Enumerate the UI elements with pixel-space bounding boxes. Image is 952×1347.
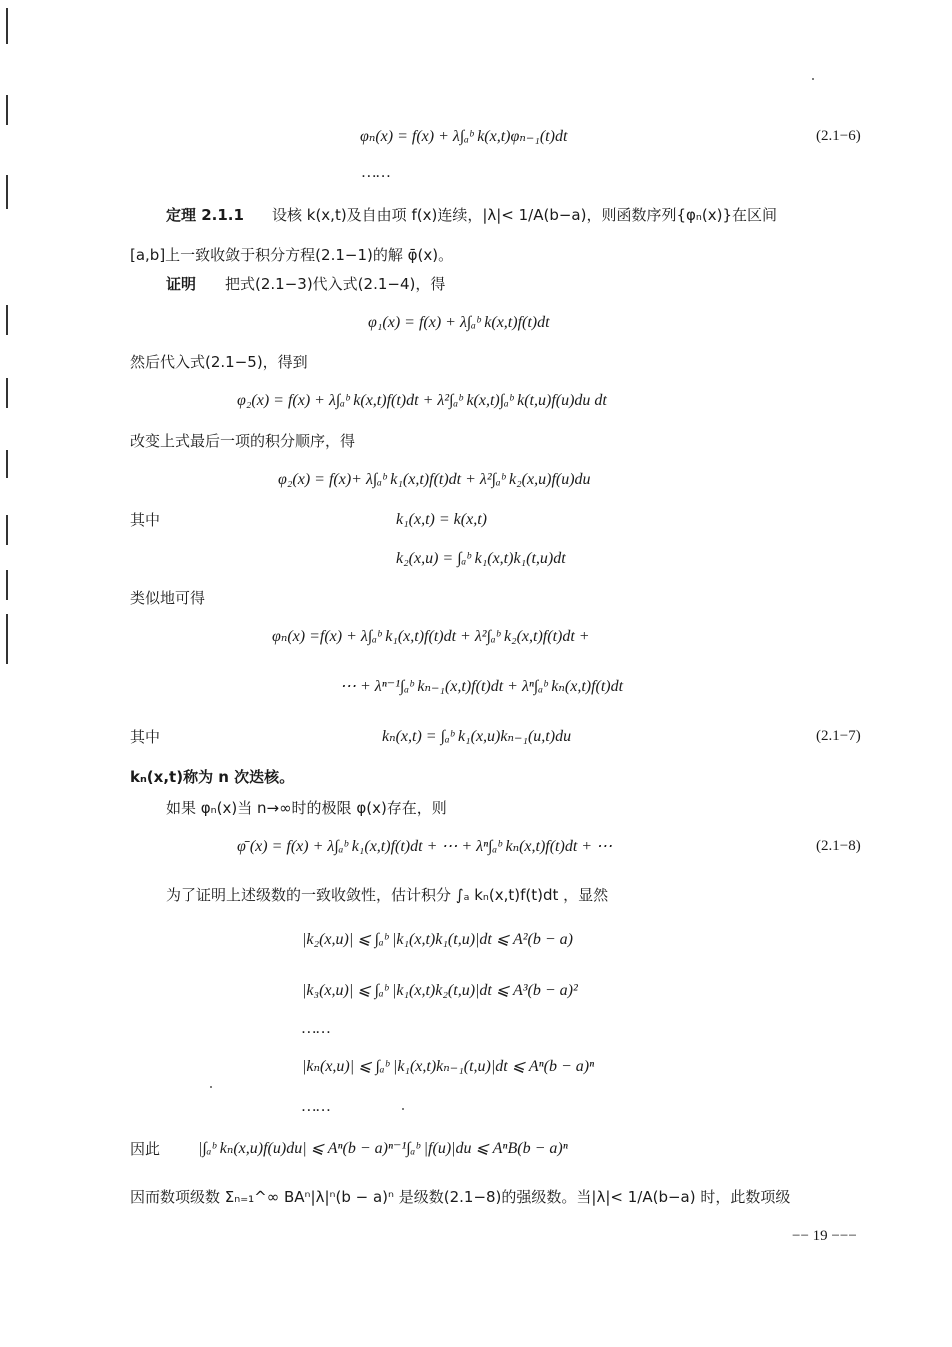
equation-phi-n: φₙ(x) = f(x) + λ∫ₐᵇ k(x,t)φₙ₋₁(t)dt xyxy=(360,128,568,145)
paragraph-text: 类似地可得 xyxy=(130,589,206,607)
margin-mark xyxy=(6,378,8,408)
equation-phi-n-expanded-cont: ⋯ + λⁿ⁻¹∫ₐᵇ kₙ₋₁(x,t)f(t)dt + λⁿ∫ₐᵇ kₙ(x,t)f(t)dt xyxy=(340,678,624,695)
scan-speck xyxy=(210,1086,212,1088)
theorem-text: 设核 k(x,t)及自由项 f(x)连续，|λ|< 1/A(b−a)，则函数序列{φₙ(x)}在区间 xyxy=(272,206,778,224)
margin-mark xyxy=(6,515,8,545)
equation-phi-2: φ₂(x) = f(x) + λ∫ₐᵇ k(x,t)f(t)dt + λ²∫ₐᵇ k(x,t)∫ₐᵇ k(t,u)f(u)du dt xyxy=(237,392,607,409)
margin-mark xyxy=(6,570,8,600)
equation-phi-bar: φ̄ (x) = f(x) + λ∫ₐᵇ k₁(x,t)f(t)dt + ⋯ + λⁿ∫ₐᵇ kₙ(x,t)f(t)dt + ⋯ xyxy=(237,838,613,855)
paragraph-text: 如果 φₙ(x)当 n→∞时的极限 φ(x)存在，则 xyxy=(166,799,447,817)
margin-mark xyxy=(6,614,8,664)
paragraph-text: 因而数项级数 Σₙ₌₁^∞ BAⁿ|λ|ⁿ(b − a)ⁿ 是级数(2.1−8)的强级数。当|λ|< 1/A(b−a) 时，此数项级 xyxy=(130,1188,791,1206)
equation-number: (2.1−7) xyxy=(816,728,861,744)
theorem-text: [a,b]上一致收敛于积分方程(2.1−1)的解 φ̄(x)。 xyxy=(130,246,454,264)
scan-speck xyxy=(812,78,814,80)
equation-kn: kₙ(x,t) = ∫ₐᵇ k₁(x,u)kₙ₋₁(u,t)du xyxy=(382,728,572,745)
page-number: −− 19 −−− xyxy=(792,1228,857,1244)
margin-mark xyxy=(6,175,8,209)
theorem-label: 定理 2.1.1 xyxy=(166,206,244,224)
equation-phi-2-reordered: φ₂(x) = f(x)+ λ∫ₐᵇ k₁(x,t)f(t)dt + λ²∫ₐᵇ k₂(x,u)f(u)du xyxy=(278,471,591,488)
inequality-k3: |k₃(x,u)| ⩽ ∫ₐᵇ |k₁(x,t)k₂(t,u)|dt ⩽ A³(b − a)² xyxy=(302,982,578,999)
equation-k1: k₁(x,t) = k(x,t) xyxy=(396,511,487,528)
margin-mark xyxy=(6,95,8,125)
label-therefore: 因此 xyxy=(130,1140,161,1158)
inequality-kn: |kₙ(x,u)| ⩽ ∫ₐᵇ |k₁(x,t)kₙ₋₁(t,u)|dt ⩽ Aⁿ(b − a)ⁿ xyxy=(302,1058,595,1075)
inequality-k2: |k₂(x,u)| ⩽ ∫ₐᵇ |k₁(x,t)k₁(t,u)|dt ⩽ A²(b − a) xyxy=(302,931,574,948)
label-where: 其中 xyxy=(130,728,161,746)
scan-speck xyxy=(402,1108,404,1110)
margin-mark xyxy=(6,450,8,478)
margin-mark xyxy=(6,305,8,335)
proof-label: 证明 xyxy=(166,275,197,293)
equation-k2: k₂(x,u) = ∫ₐᵇ k₁(x,t)k₁(t,u)dt xyxy=(396,550,566,567)
paragraph-text: 为了证明上述级数的一致收敛性，估计积分 ∫ₐ kₙ(x,t)f(t)dt ，显然 xyxy=(166,886,609,904)
paragraph-text: 改变上式最后一项的积分顺序，得 xyxy=(130,432,356,450)
ellipsis: …… xyxy=(302,1020,331,1037)
equation-number: (2.1−6) xyxy=(816,128,861,144)
equation-phi-1: φ₁(x) = f(x) + λ∫ₐᵇ k(x,t)f(t)dt xyxy=(368,314,550,331)
inequality-final: |∫ₐᵇ kₙ(x,u)f(u)du| ⩽ Aⁿ(b − a)ⁿ⁻¹∫ₐᵇ |f(u)|du ⩽ AⁿB(b − a)ⁿ xyxy=(198,1140,568,1157)
paragraph-text: 然后代入式(2.1−5)，得到 xyxy=(130,353,308,371)
ellipsis: …… xyxy=(362,164,391,181)
ellipsis: …… xyxy=(302,1098,331,1115)
equation-phi-n-expanded: φₙ(x) =f(x) + λ∫ₐᵇ k₁(x,t)f(t)dt + λ²∫ₐᵇ k₂(x,t)f(t)dt + xyxy=(272,628,590,645)
margin-mark xyxy=(6,8,8,44)
term-definition: kₙ(x,t)称为 n 次迭核。 xyxy=(130,768,295,786)
paragraph-text: 把式(2.1−3)代入式(2.1−4)，得 xyxy=(225,275,446,293)
equation-number: (2.1−8) xyxy=(816,838,861,854)
label-where: 其中 xyxy=(130,511,161,529)
